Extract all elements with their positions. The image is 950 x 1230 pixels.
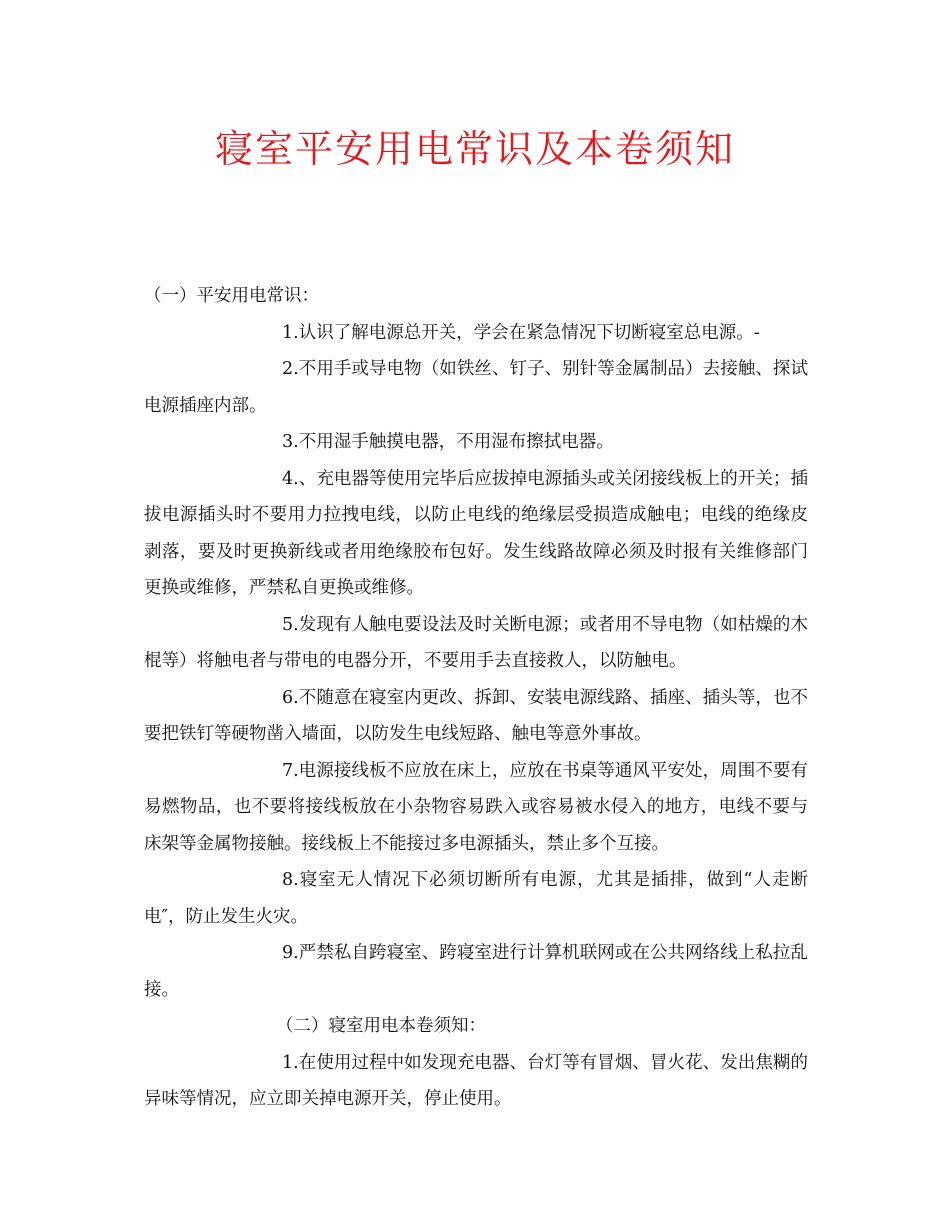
list-item: 1.认识了解电源总开关，学会在紧急情况下切断寝室总电源。-: [282, 322, 760, 343]
section-heading-safety: （一）平安用电常识：: [144, 286, 319, 306]
list-item: 3.不用湿手触摸电器，不用湿布擦拭电器。: [282, 432, 614, 452]
list-item: 8.寝室无人情况下必须切断所有电源，尤其是插排，做到“人走断电″，防止发生火灾。: [144, 870, 808, 927]
document-body: [144, 278, 808, 1118]
list-item: 7.电源接线板不应放在床上，应放在书桌等通风平安处，周围不要有易燃物品，也不要将接线板放在小杂物容易跌入或容易被水侵入的地方，电线不要与床架等金属物接触。接线板上不能接过多电源插头，禁止多个互接。: [144, 760, 808, 854]
list-item: 4.、充电器等使用完毕后应拔掉电源插头或关闭接线板上的开关；插拔电源插头时不要用力拉拽电线，以防止电线的绝缘层受损造成触电；电线的绝缘皮剥落，要及时更换新线或者用绝缘胶布包好。发生线路故障必须及时报有关维修部门更换或维修，严禁私自更换或维修。: [144, 468, 808, 598]
list-item: 1.在使用过程中如发现充电器、台灯等有冒烟、冒火花、发出焦糊的异味等情况，应立即关掉电源开关，停止使用。: [144, 1052, 808, 1109]
list-item: 2.不用手或导电物（如铁丝、钉子、别针等金属制品）去接触、探试电源插座内部。: [144, 359, 808, 416]
document-title: 寝室平安用电常识及本卷须知: [214, 127, 735, 171]
list-item: 6.不随意在寝室内更改、拆卸、安装电源线路、插座、插头等，也不要把铁钉等硬物凿入墙面，以防发生电线短路、触电等意外事故。: [144, 687, 808, 744]
section-heading-notice: （二）寝室用电本卷须知：: [276, 1016, 486, 1036]
list-item: 9.严禁私自跨寝室、跨寝室进行计算机联网或在公共网络线上私拉乱接。: [144, 943, 808, 1000]
list-item: 5.发现有人触电要设法及时关断电源；或者用不导电物（如枯燥的木棍等）将触电者与带电的电器分开，不要用手去直接救人，以防触电。: [144, 614, 808, 671]
